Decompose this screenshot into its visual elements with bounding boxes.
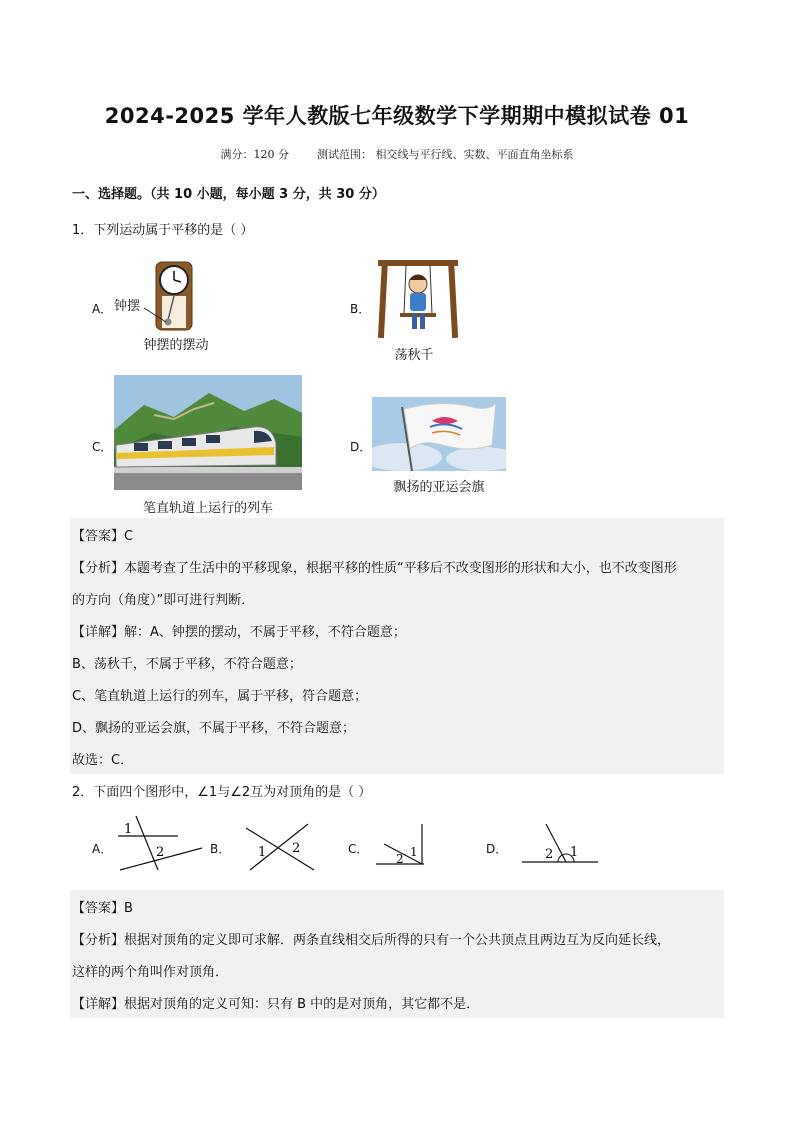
train-image xyxy=(114,375,302,490)
q1-option-b-caption: 荡秋千 xyxy=(394,348,434,363)
q1-option-d-caption: 飘扬的亚运会旗 xyxy=(393,480,485,495)
q2-figure-a xyxy=(114,814,204,874)
q2-analysis-line-2: 这样的两个角叫作对顶角． xyxy=(72,965,229,980)
q1-analysis-line-2: 的方向（角度）”即可进行判断． xyxy=(72,593,255,608)
q2-option-d-letter: D． xyxy=(486,842,508,856)
exam-info xyxy=(0,146,794,162)
q1-option-a-label: 钟摆 xyxy=(114,299,141,314)
q2-c-angle-2: 2 xyxy=(396,852,404,866)
q1-analysis-line-1: 【分析】本题考查了生活中的平移现象，根据平移的性质“平移后不改变图形的形状和大小，也不改变图形 xyxy=(72,561,677,576)
q2-a-angle-2: 2 xyxy=(156,845,165,860)
q2-figure-d xyxy=(518,820,602,868)
q1-option-d-letter: D． xyxy=(350,440,372,454)
q2-option-c-letter: C． xyxy=(348,842,369,856)
swing-image xyxy=(376,258,460,340)
q2-option-b-letter: B． xyxy=(210,842,231,856)
q2-answer: 【答案】B xyxy=(72,901,133,916)
q2-option-a-letter: A． xyxy=(92,842,113,856)
q1-option-c-letter: C． xyxy=(92,440,113,454)
q1-detail-line-1: 【详解】解：A、钟摆的摆动，不属于平移，不符合题意； xyxy=(72,625,406,640)
q1-detail-line-3: C、笔直轨道上运行的列车，属于平移，符合题意； xyxy=(72,689,368,704)
q1-option-b-letter: B． xyxy=(350,302,371,316)
q1-answer: 【答案】C xyxy=(72,529,134,544)
q2-d-angle-1: 1 xyxy=(570,845,579,860)
q1-option-c-caption: 笔直轨道上运行的列车 xyxy=(142,501,273,516)
q1-detail-line-2: B、荡秋千，不属于平移，不符合题意； xyxy=(72,657,302,672)
q2-detail: 【详解】根据对顶角的定义可知：只有 B 中的是对顶角，其它都不是． xyxy=(72,997,480,1012)
q2-b-angle-1: 1 xyxy=(258,845,267,860)
q1-option-a-letter: A． xyxy=(92,302,113,316)
asian-games-flag-image xyxy=(372,397,506,471)
question-2-stem: 2．下面四个图形中，∠1与∠2互为对顶角的是（ ） xyxy=(72,785,372,800)
question-1-stem: 1．下列运动属于平移的是（ ） xyxy=(72,223,254,238)
q2-a-angle-1: 1 xyxy=(124,822,133,837)
q2-b-angle-2: 2 xyxy=(292,841,301,856)
q2-d-angle-2: 2 xyxy=(545,847,554,862)
pendulum-clock-image xyxy=(140,260,210,332)
section-heading: 一、选择题。（共 10 小题，每小题 3 分，共 30 分） xyxy=(72,187,385,202)
q1-detail-line-4: D、飘扬的亚运会旗，不属于平移，不符合题意； xyxy=(72,721,356,736)
q2-figure-b xyxy=(242,822,322,872)
full-score: 满分：120 分 xyxy=(220,148,289,161)
q1-option-a-caption: 钟摆的摆动 xyxy=(143,338,209,353)
q2-c-angle-1: 1 xyxy=(410,845,418,859)
q1-detail-line-5: 故选：C． xyxy=(72,753,134,768)
q2-figure-c xyxy=(374,822,430,868)
test-scope: 测试范围： 相交线与平行线、实数、平面直角坐标系 xyxy=(317,148,574,161)
page-title: 2024-2025 学年人教版七年级数学下学期期中模拟试卷 01 xyxy=(104,104,690,128)
q2-analysis-line-1: 【分析】根据对顶角的定义即可求解．两条直线相交后所得的只有一个公共顶点且两边互为反向延长线， xyxy=(72,933,671,948)
